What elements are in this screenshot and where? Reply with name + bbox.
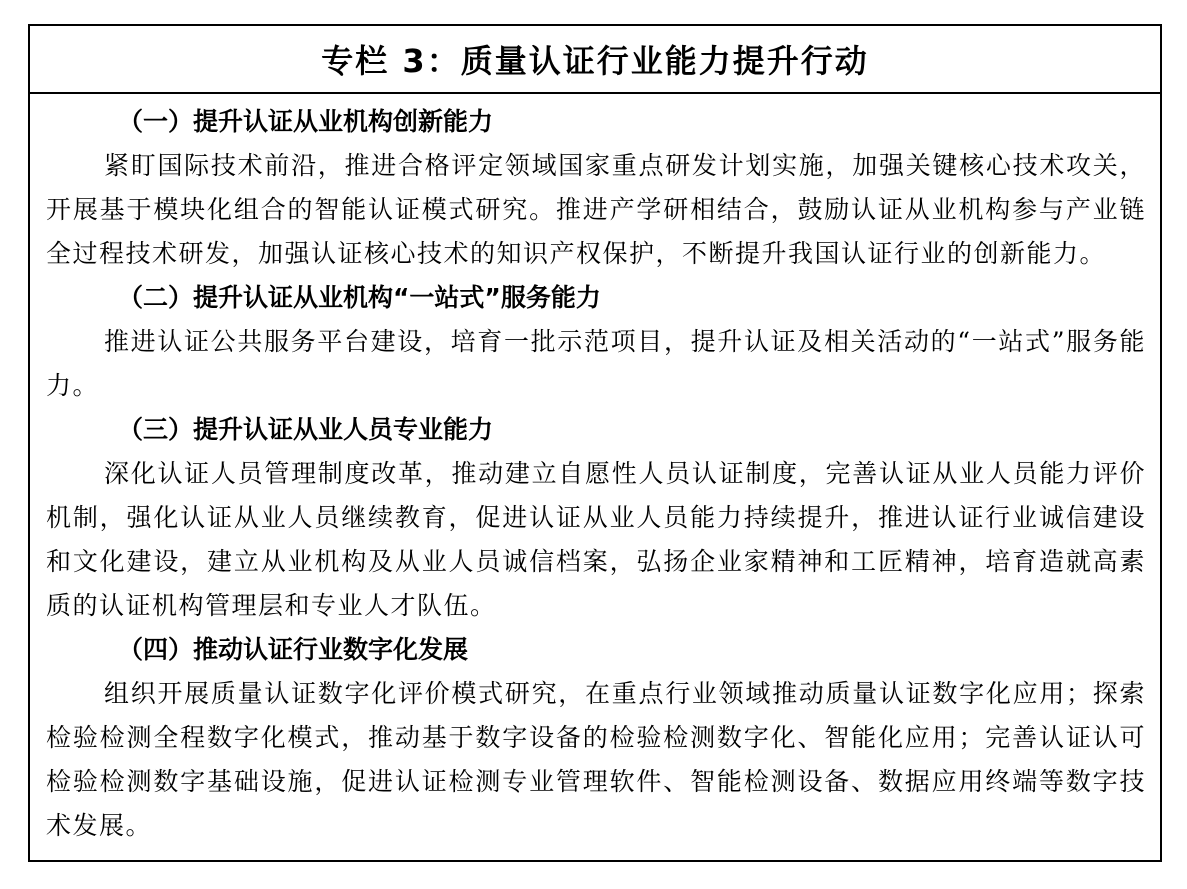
column-title: 专栏 3：质量认证行业能力提升行动 <box>321 42 869 80</box>
section-body-3: 深化认证人员管理制度改革，推动建立自愿性人员认证制度，完善认证从业人员能力评价机制，强化认证从业人员继续教育，促进认证从业人员能力持续提升，推进认证行业诚信建设和文化建设，建立从业机构及从业人员诚信档案，弘扬企业家精神和工匠精神，培育造就高素质的认证机构管理层和专业人才队伍。 <box>46 459 1146 620</box>
section-heading-2: （二）提升认证从业机构“一站式”服务能力 <box>118 283 601 312</box>
column-content <box>30 94 1160 848</box>
section-heading-3: （三）提升认证从业人员专业能力 <box>118 415 494 444</box>
section-body-2: 推进认证公共服务平台建设，培育一批示范项目，提升认证及相关活动的“一站式”服务能力。 <box>46 327 1146 400</box>
title-row <box>30 26 1160 94</box>
section-body-1: 紧盯国际技术前沿，推进合格评定领域国家重点研发计划实施，加强关键核心技术攻关，开展基于模块化组合的智能认证模式研究。推进产学研相结合，鼓励认证从业机构参与产业链全过程技术研发，加强认证核心技术的知识产权保护，不断提升我国认证行业的创新能力。 <box>46 151 1146 268</box>
section-body-4: 组织开展质量认证数字化评价模式研究，在重点行业领域推动质量认证数字化应用；探索检验检测全程数字化模式，推动基于数字设备的检验检测数字化、智能化应用；完善认证认可检验检测数字基础设施，促进认证检测专业管理软件、智能检测设备、数据应用终端等数字技术发展。 <box>46 679 1146 840</box>
section-heading-1: （一）提升认证从业机构创新能力 <box>118 107 494 136</box>
column-box <box>28 24 1162 862</box>
section-heading-4: （四）推动认证行业数字化发展 <box>118 635 469 664</box>
